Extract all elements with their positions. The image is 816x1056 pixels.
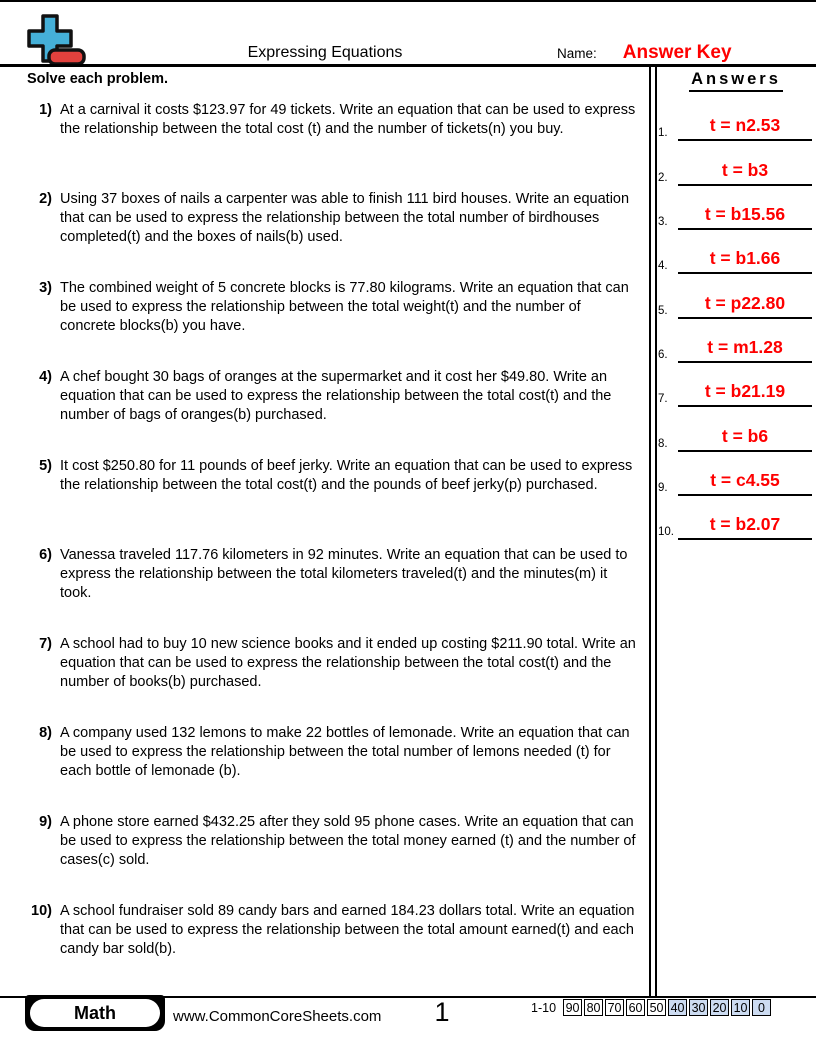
answer-row — [658, 276, 814, 320]
problems-list — [28, 101, 640, 991]
answers-panel — [656, 70, 816, 92]
answer-number: 1. — [658, 127, 668, 140]
answer-value: t = b2.07 — [678, 514, 812, 540]
answer-value: t = n2.53 — [678, 115, 812, 141]
answer-row — [658, 232, 814, 276]
page-number: 1 — [434, 997, 450, 1027]
score-cell: 0 — [752, 999, 771, 1016]
score-cell: 50 — [647, 999, 666, 1016]
answer-row — [658, 321, 814, 365]
score-cell: 90 — [563, 999, 582, 1016]
score-table — [531, 999, 771, 1016]
subject-badge-label: Math — [30, 999, 160, 1027]
answer-value: t = m1.28 — [678, 337, 812, 363]
answer-number: 8. — [658, 437, 668, 450]
answer-number: 6. — [658, 349, 668, 362]
answer-value: t = b6 — [678, 426, 812, 452]
problem-number: 4) — [39, 369, 52, 385]
problem-item — [28, 101, 640, 158]
problem-text: A phone store earned $432.25 after they sold 95 phone cases. Write an equation that can be used to express the relationship between the total money earned (t) and the number of cases(c) sold. — [60, 814, 636, 868]
instructions-label: Solve each problem. — [27, 71, 169, 87]
website-url: www.CommonCoreSheets.com — [173, 1008, 382, 1025]
problem-number: 5) — [39, 458, 52, 474]
score-cell: 40 — [668, 999, 687, 1016]
name-row — [557, 42, 732, 64]
problem-number: 1) — [39, 102, 52, 118]
score-range-label: 1-10 — [531, 1001, 557, 1015]
answer-number: 7. — [658, 393, 668, 406]
problem-text: A school fundraiser sold 89 candy bars and earned 184.23 dollars total. Write an equation that can be used to express the relationship between the total amount earned(t) and each candy bar sold(b). — [60, 903, 635, 957]
problem-text: A school had to buy 10 new science books and it ended up costing $211.90 total. Write an equation that can be used to express the relationship between the total cost(t) and the number of books(b) purchased. — [60, 636, 636, 690]
score-cell: 10 — [731, 999, 750, 1016]
answer-value: t = b3 — [678, 160, 812, 186]
answer-number: 2. — [658, 171, 668, 184]
problem-text: The combined weight of 5 concrete blocks is 77.80 kilograms. Write an equation that can be used to express the relationship between the total weight(t) and the number of concrete blocks(b) you have. — [60, 280, 629, 334]
header-rule — [0, 64, 816, 67]
problem-text: At a carnival it costs $123.97 for 49 tickets. Write an equation that can be used to express the relationship between the total cost (t) and the number of tickets(n) you buy. — [60, 102, 636, 137]
answer-number: 4. — [658, 260, 668, 273]
problem-item — [28, 902, 640, 959]
problem-item — [28, 279, 640, 336]
problem-item — [28, 368, 640, 425]
score-cells — [563, 999, 771, 1016]
problem-number: 10) — [31, 903, 52, 919]
score-cell: 20 — [710, 999, 729, 1016]
problem-item — [28, 190, 640, 247]
answer-value: t = b21.19 — [678, 381, 812, 407]
score-cell: 80 — [584, 999, 603, 1016]
score-cell: 70 — [605, 999, 624, 1016]
answer-value: t = b1.66 — [678, 248, 812, 274]
answer-number: 5. — [658, 304, 668, 317]
answer-row — [658, 188, 814, 232]
problem-text: A chef bought 30 bags of oranges at the supermarket and it cost her $49.80. Write an equation that can be used to express the relationship between the total cost(t) and the number of bags of oranges(b) purchased. — [60, 369, 612, 423]
problem-item — [28, 813, 640, 870]
problem-text: Vanessa traveled 117.76 kilometers in 92 minutes. Write an equation that can be used to express the relationship between the total kilometers traveled(t) and the minutes(m) it took. — [60, 547, 628, 601]
answer-row — [658, 409, 814, 453]
answer-row — [658, 99, 814, 143]
problem-item — [28, 457, 640, 514]
score-cell: 60 — [626, 999, 645, 1016]
answers-list — [658, 99, 814, 542]
problem-item — [28, 724, 640, 781]
problem-number: 6) — [39, 547, 52, 563]
answer-row — [658, 454, 814, 498]
score-cell: 30 — [689, 999, 708, 1016]
problem-number: 9) — [39, 814, 52, 830]
problem-text: Using 37 boxes of nails a carpenter was able to finish 111 bird houses. Write an equation that can be used to express the relationship between the total number of birdhouses completed(t) and the boxes of nails(b) used. — [60, 191, 630, 245]
problem-text: It cost $250.80 for 11 pounds of beef jerky. Write an equation that can be used to express the relationship between the total cost(t) and the pounds of beef jerky(p) purchased. — [60, 458, 633, 493]
answer-value: t = p22.80 — [678, 293, 812, 319]
answer-number: 10. — [658, 526, 674, 539]
answers-divider-inner — [655, 67, 657, 996]
answer-row — [658, 498, 814, 542]
problem-number: 8) — [39, 725, 52, 741]
problem-number: 3) — [39, 280, 52, 296]
problem-number: 7) — [39, 636, 52, 652]
subject-badge — [25, 995, 165, 1031]
answer-row — [658, 365, 814, 409]
problem-text: A company used 132 lemons to make 22 bottles of lemonade. Write an equation that can be used to express the relationship between the total number of lemons needed (t) for each bottle of lemonade (b). — [60, 725, 630, 779]
top-rule — [0, 0, 816, 2]
page-title: Expressing Equations — [247, 44, 403, 61]
answer-value: t = c4.55 — [678, 470, 812, 496]
answers-title: Answers — [689, 70, 783, 92]
name-label: Name: — [557, 46, 597, 61]
problem-item — [28, 546, 640, 603]
answers-divider-outer — [649, 67, 651, 996]
answer-key-value: Answer Key — [622, 42, 732, 63]
problem-item — [28, 635, 640, 692]
answer-number: 9. — [658, 482, 668, 495]
problem-number: 2) — [39, 191, 52, 207]
answer-number: 3. — [658, 216, 668, 229]
answer-row — [658, 143, 814, 187]
answer-value: t = b15.56 — [678, 204, 812, 230]
plus-minus-math-icon — [22, 11, 88, 72]
